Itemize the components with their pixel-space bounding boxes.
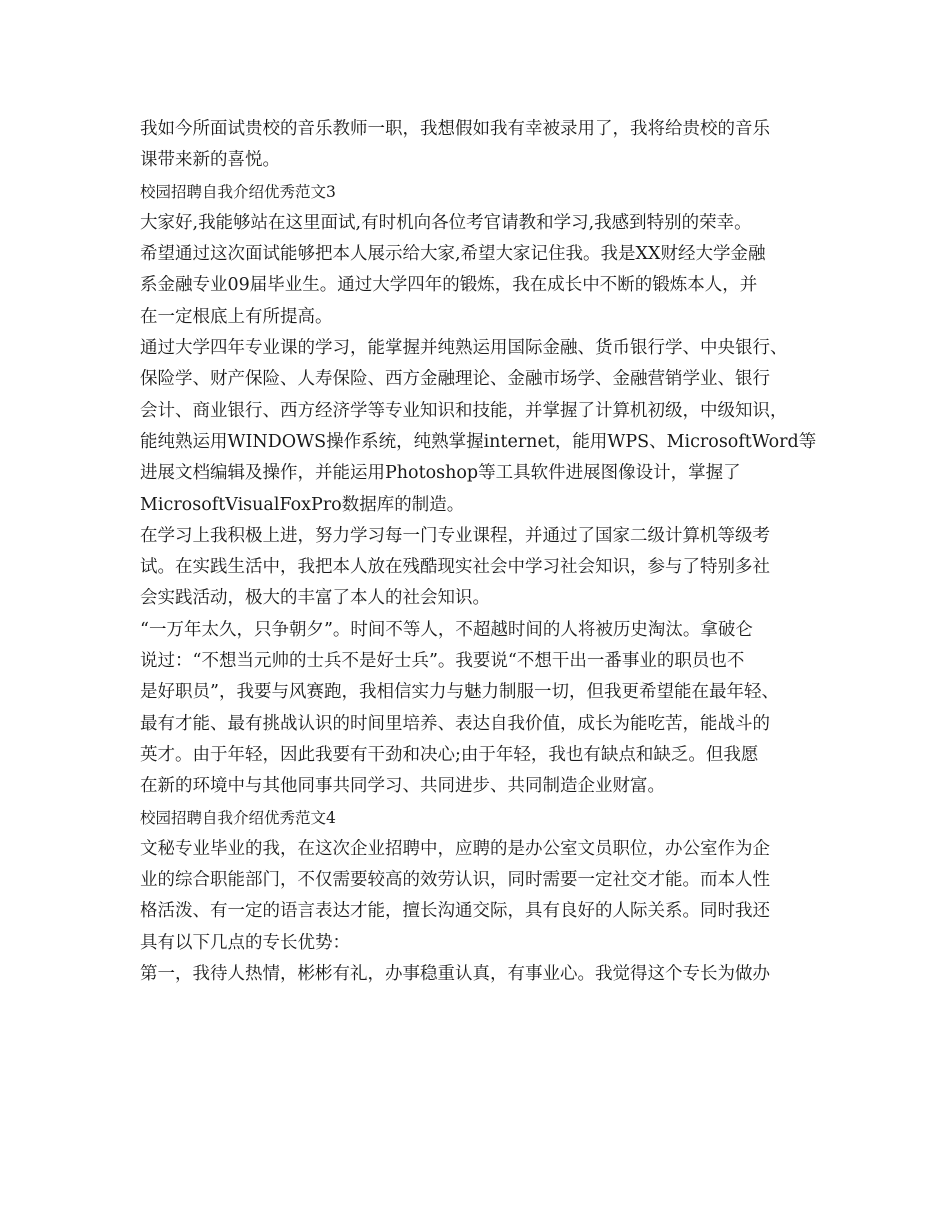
text-line: 在一定根底上有所提高。 — [140, 306, 333, 327]
text-line: 在新的环境中与其他同事共同学习、共同进步、共同制造企业财富。 — [140, 776, 665, 797]
text-line: 最有才能、最有挑战认识的时间里培养、表达自我价值，成长为能吃苦，能战斗的 — [140, 713, 770, 734]
text-line: 保险学、财产保险、人寿保险、西方金融理论、金融市场学、金融营销学业、银行 — [140, 369, 770, 390]
text-line: 大家好,我能够站在这里面试,有时机向各位考官请教和学习,我感到特别的荣幸。 — [140, 212, 752, 233]
text-line: 通过大学四年专业课的学习，能掌握并纯熟运用国际金融、货币银行学、中央银行、 — [140, 338, 788, 359]
text-line: 会计、商业银行、西方经济学等专业知识和技能，并掌握了计算机初级，中级知识， — [140, 400, 788, 421]
text-line: 在学习上我积极上进，努力学习每一门专业课程，并通过了国家二级计算机等级考 — [140, 525, 770, 546]
section-heading: 校园招聘自我介绍优秀范文3 — [140, 182, 336, 201]
document-body — [140, 114, 820, 990]
text-line: 业的综合职能部门，不仅需要较高的效劳认识，同时需要一定社交才能。而本人性 — [140, 870, 770, 891]
text-line: 第一，我待人热情，彬彬有礼，办事稳重认真，有事业心。我觉得这个专长为做办 — [140, 964, 770, 985]
text-line: 说过：“不想当元帅的士兵不是好士兵”。我要说“不想干出一番事业的职员也不 — [140, 651, 745, 672]
text-line: 希望通过这次面试能够把本人展示给大家,希望大家记住我。我是XX财经大学金融 — [140, 244, 766, 265]
text-line: 格活泼、有一定的语言表达才能，擅长沟通交际，具有良好的人际关系。同时我还 — [140, 901, 770, 922]
text-line: 是好职员”，我要与风赛跑，我相信实力与魅力制服一切，但我更希望能在最年轻、 — [140, 682, 779, 703]
text-line: 系金融专业09届毕业生。通过大学四年的锻炼，我在成长中不断的锻炼本人，并 — [140, 275, 758, 296]
text-line: 能纯熟运用WINDOWS操作系统，纯熟掌握internet，能用WPS、MicrosoftWord等 — [140, 431, 817, 452]
text-line: 试。在实践生活中，我把本人放在残酷现实社会中学习社会知识，参与了特别多社 — [140, 557, 770, 578]
text-line: 进展文档编辑及操作，并能运用Photoshop等工具软件进展图像设计，掌握了 — [140, 463, 741, 484]
text-line: 英才。由于年轻，因此我要有干劲和决心;由于年轻，我也有缺点和缺乏。但我愿 — [140, 744, 759, 765]
text-line: 文秘专业毕业的我，在这次企业招聘中，应聘的是办公室文员职位，办公室作为企 — [140, 838, 770, 859]
text-line: 会实践活动，极大的丰富了本人的社会知识。 — [140, 588, 490, 609]
text-line: 具有以下几点的专长优势： — [140, 932, 350, 953]
text-line: 课带来新的喜悦。 — [140, 150, 280, 171]
section-heading: 校园招聘自我介绍优秀范文4 — [140, 808, 336, 827]
text-line: 我如今所面试贵校的音乐教师一职，我想假如我有幸被录用了，我将给贵校的音乐 — [140, 119, 770, 139]
text-line: MicrosoftVisualFoxPro数据库的制造。 — [140, 494, 465, 515]
text-line: “一万年太久，只争朝夕”。时间不等人，不超越时间的人将被历史淘汰。拿破仑 — [140, 619, 753, 640]
